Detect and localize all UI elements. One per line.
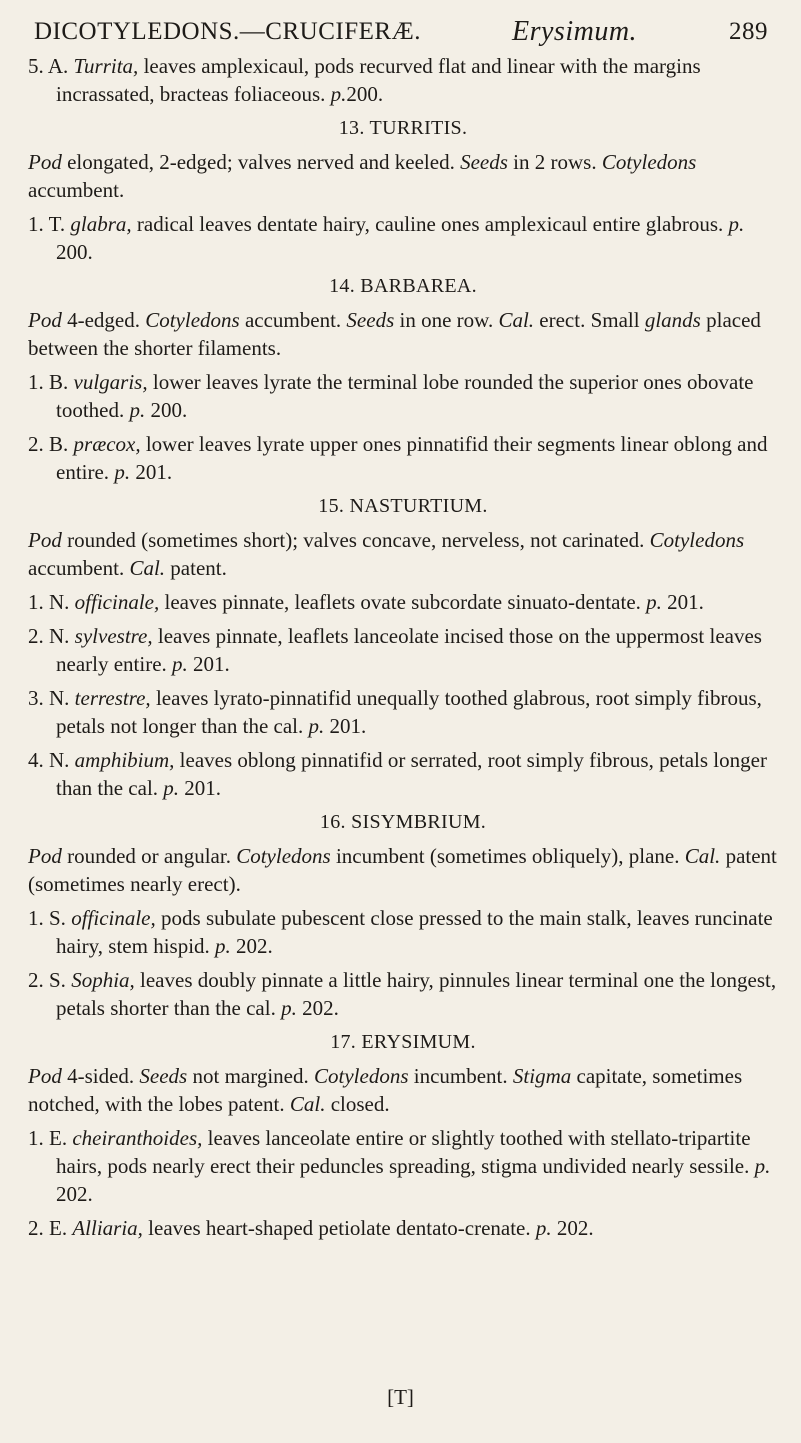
italic-term: Seeds xyxy=(460,150,508,174)
description-text: rounded or angular. xyxy=(61,844,237,868)
italic-term: Cal. xyxy=(129,556,166,580)
genus-heading: 14. BARBAREA. xyxy=(329,275,477,297)
species-name: officinale, xyxy=(71,906,156,930)
species-description: leaves oblong pinnatifid or serrated, root simply fibrous, petals longer than the cal. xyxy=(56,748,767,800)
description-text: erect. Small xyxy=(534,308,645,332)
description-text: accumbent. xyxy=(28,556,130,580)
italic-term: Stigma xyxy=(512,1064,572,1088)
page-ref: 202. xyxy=(556,1216,594,1240)
species-number: 2. B. xyxy=(28,432,69,456)
italic-term: Cotyledons xyxy=(236,844,331,868)
species-description: pods subulate pubescent close pressed to the main stalk, leaves runcinate hairy, stem hispid. xyxy=(56,906,773,958)
species-entry xyxy=(28,1214,778,1242)
page-ref: 200. xyxy=(56,240,93,264)
page-ref-prefix: p. xyxy=(646,590,662,614)
species-number: 2. E. xyxy=(28,1216,68,1240)
species-entry xyxy=(28,684,778,740)
species-description: leaves doubly pinnate a little hairy, pinnules linear terminal one the longest, petals shorter than the cal. xyxy=(56,968,777,1020)
page-ref-prefix: p. xyxy=(163,776,180,800)
page-ref-prefix: p. xyxy=(172,652,188,676)
page-ref: 200. xyxy=(150,398,188,422)
italic-term: Pod xyxy=(28,308,62,332)
page-ref: 200. xyxy=(346,82,384,106)
page-ref-prefix: p. xyxy=(281,996,297,1020)
page-ref: 202. xyxy=(56,1182,93,1206)
species-entry xyxy=(28,430,778,486)
genus-description xyxy=(28,526,778,582)
italic-term: Pod xyxy=(28,1064,62,1088)
species-number: 3. N. xyxy=(28,686,70,710)
header-genus: Erysimum. xyxy=(512,16,638,47)
species-name: sylvestre, xyxy=(74,624,153,648)
species-description: leaves pinnate, leaflets ovate subcordate sinuato-dentate. xyxy=(164,590,641,614)
species-description: leaves lyrato-pinnatifid unequally toothed glabrous, root simply fibrous, petals not longer than the cal. xyxy=(56,686,762,738)
species-name: vulgaris, xyxy=(73,370,148,394)
description-text: in one row. xyxy=(394,308,499,332)
page-ref-prefix: p. xyxy=(215,934,231,958)
description-text: accumbent. xyxy=(28,178,125,202)
species-number: 1. S. xyxy=(28,906,66,930)
page-ref-prefix: p. xyxy=(535,1216,552,1240)
species-description: leaves heart-shaped petiolate dentato-crenate. xyxy=(148,1216,531,1240)
description-text: closed. xyxy=(325,1092,390,1116)
italic-term: Cal. xyxy=(289,1092,326,1116)
italic-term: Pod xyxy=(28,844,62,868)
page-ref: 202. xyxy=(302,996,339,1020)
species-name: glabra, xyxy=(70,212,132,236)
species-number: 4. N. xyxy=(28,748,70,772)
italic-term: Cal. xyxy=(498,308,535,332)
italic-term: Pod xyxy=(28,150,62,174)
description-text: incumbent (sometimes obliquely), plane. xyxy=(330,844,685,868)
description-text: not margined. xyxy=(187,1064,314,1088)
genus-description xyxy=(28,148,778,204)
species-entry xyxy=(28,1124,778,1208)
description-text: patent (sometimes nearly erect). xyxy=(28,844,777,896)
species-name: amphibium, xyxy=(74,748,175,772)
genus-heading: 15. NASTURTIUM. xyxy=(318,495,488,517)
species-number: 1. N. xyxy=(28,590,70,614)
italic-term: Cal. xyxy=(684,844,721,868)
species-name: officinale, xyxy=(74,590,160,614)
species-name: Alliaria, xyxy=(72,1216,143,1240)
genus-description xyxy=(28,842,778,898)
italic-term: Pod xyxy=(28,528,62,552)
page-ref-prefix: p. xyxy=(129,398,146,422)
species-description: lower leaves lyrate the terminal lobe rounded the superior ones obovate toothed. xyxy=(56,370,754,422)
genus-heading: 16. SISYMBRIUM. xyxy=(319,811,487,833)
italic-term: Cotyledons xyxy=(314,1064,409,1088)
species-name: cheiranthoides, xyxy=(72,1126,203,1150)
page-ref-prefix: p. xyxy=(754,1154,771,1178)
page-ref: 202. xyxy=(236,934,273,958)
page-ref: 201. xyxy=(135,460,173,484)
genus-description xyxy=(28,306,778,362)
description-text: in 2 rows. xyxy=(507,150,602,174)
page-ref: 201. xyxy=(184,776,222,800)
genus-description xyxy=(28,1062,778,1118)
description-text: rounded (sometimes short); valves concave, nerveless, not carinated. xyxy=(61,528,650,552)
italic-term: Seeds xyxy=(346,308,395,332)
species-entry xyxy=(28,588,778,616)
species-name: præcox, xyxy=(73,432,141,456)
page-number: 289 xyxy=(729,18,768,45)
species-entry xyxy=(28,622,778,678)
species-number: 1. E. xyxy=(28,1126,68,1150)
description-text: patent. xyxy=(165,556,227,580)
species-description: leaves lanceolate entire or slightly toothed with stellato-tripartite hairs, pods nearly erect their peduncles spreading, stigma undivided nearly sessile. xyxy=(56,1126,751,1178)
italic-term: Seeds xyxy=(139,1064,188,1088)
species-description: leaves pinnate, leaflets lanceolate incised those on the uppermost leaves nearly entire. xyxy=(56,624,762,676)
signature-mark: [T] xyxy=(387,1385,414,1409)
species-description: lower leaves lyrate upper ones pinnatifid their segments linear oblong and entire. xyxy=(56,432,768,484)
species-entry xyxy=(28,746,778,802)
species-number: 2. N. xyxy=(28,624,70,648)
species-number: 1. T. xyxy=(28,212,66,236)
species-number: 2. S. xyxy=(28,968,66,992)
page-ref-prefix: p. xyxy=(330,82,347,106)
description-text: 4-sided. xyxy=(61,1064,140,1088)
species-entry xyxy=(28,904,778,960)
species-number: 5. A. xyxy=(28,54,69,78)
species-entry xyxy=(28,966,778,1022)
description-text: 4-edged. xyxy=(61,308,146,332)
species-entry xyxy=(28,368,778,424)
description-text: incumbent. xyxy=(408,1064,513,1088)
genus-heading: 17. ERYSIMUM. xyxy=(330,1031,476,1053)
species-name: Sophia, xyxy=(71,968,135,992)
species-number: 1. B. xyxy=(28,370,69,394)
italic-term: glands xyxy=(644,308,701,332)
description-text: elongated, 2-edged; valves nerved and keeled. xyxy=(61,150,461,174)
page-ref: 201. xyxy=(329,714,367,738)
description-text: capitate, sometimes notched, with the lobes patent. xyxy=(28,1064,743,1116)
genus-heading: 13. TURRITIS. xyxy=(338,117,468,139)
species-description: radical leaves dentate hairy, cauline ones amplexicaul entire glabrous. xyxy=(136,212,724,236)
species-name: terrestre, xyxy=(74,686,151,710)
page-ref: 201. xyxy=(193,652,230,676)
italic-term: Cotyledons xyxy=(145,308,240,332)
page-ref: 201. xyxy=(667,590,704,614)
page-ref-prefix: p. xyxy=(728,212,745,236)
header-section-title: DICOTYLEDONS.—CRUCIFERÆ. xyxy=(34,18,422,45)
italic-term: Cotyledons xyxy=(649,528,745,552)
running-header xyxy=(28,18,778,52)
page-ref-prefix: p. xyxy=(114,460,131,484)
italic-term: Cotyledons xyxy=(601,150,697,174)
genera-list xyxy=(28,114,778,1242)
description-text: accumbent. xyxy=(239,308,347,332)
species-entry xyxy=(28,210,778,266)
description-text: placed between the shorter filaments. xyxy=(28,308,761,360)
page-ref-prefix: p. xyxy=(308,714,325,738)
species-name: Turrita, xyxy=(73,54,139,78)
species-entry xyxy=(28,52,778,108)
book-page xyxy=(28,18,778,1248)
species-description: leaves amplexicaul, pods recurved flat and linear with the margins incrassated, bracteas foliaceous. xyxy=(56,54,701,106)
